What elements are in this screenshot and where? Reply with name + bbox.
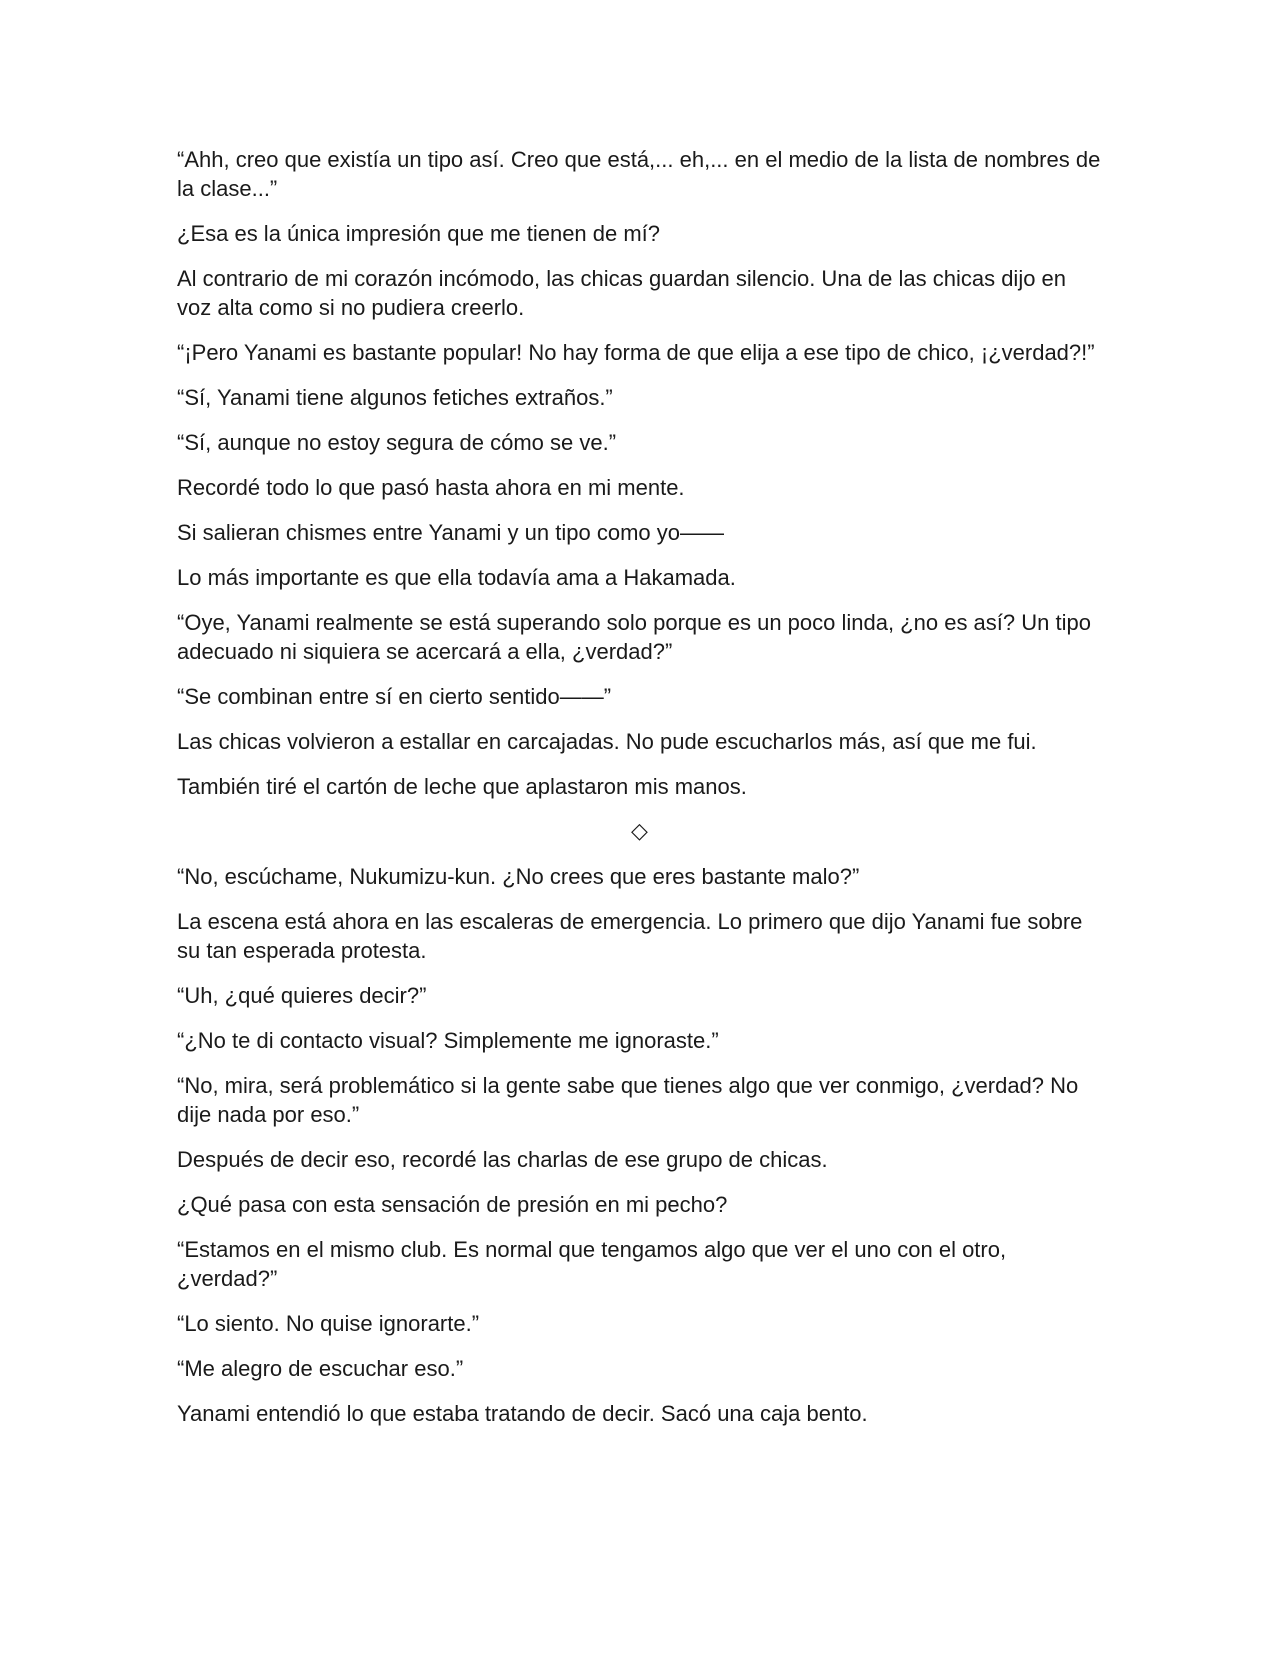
paragraph: La escena está ahora en las escaleras de emergencia. Lo primero que dijo Yanami fue sobre su tan esperada protesta. (177, 909, 1083, 963)
paragraph: Después de decir eso, recordé las charlas de ese grupo de chicas. (177, 1147, 828, 1172)
paragraph: También tiré el cartón de leche que aplastaron mis manos. (177, 774, 747, 799)
paragraph: “Estamos en el mismo club. Es normal que tengamos algo que ver el uno con el otro, ¿verdad?” (177, 1237, 1007, 1291)
paragraph: Lo más importante es que ella todavía ama a Hakamada. (177, 565, 736, 590)
paragraph: Las chicas volvieron a estallar en carcajadas. No pude escucharlos más, así que me fui. (177, 729, 1037, 754)
paragraph: “Uh, ¿qué quieres decir?” (177, 983, 427, 1008)
paragraph: “Oye, Yanami realmente se está superando solo porque es un poco linda, ¿no es así? Un tipo adecuado ni siquiera se acercará a ella, ¿verdad?” (177, 610, 1091, 664)
paragraph: “Sí, aunque no estoy segura de cómo se ve.” (177, 430, 617, 455)
paragraph: “Ahh, creo que existía un tipo así. Creo que está,... eh,... en el medio de la lista de nombres de la clase...” (177, 147, 1101, 201)
paragraph: Recordé todo lo que pasó hasta ahora en mi mente. (177, 475, 685, 500)
paragraph: Si salieran chismes entre Yanami y un tipo como yo—— (177, 520, 724, 545)
paragraph: “No, escúchame, Nukumizu-kun. ¿No crees que eres bastante malo?” (177, 864, 860, 889)
paragraph: “No, mira, será problemático si la gente sabe que tienes algo que ver conmigo, ¿verdad? No dije nada por eso.” (177, 1073, 1079, 1127)
paragraph: ¿Esa es la única impresión que me tienen de mí? (177, 221, 661, 246)
paragraph: “¿No te di contacto visual? Simplemente me ignoraste.” (177, 1028, 719, 1053)
paragraph: “Lo siento. No quise ignorarte.” (177, 1311, 480, 1336)
paragraph: “Se combinan entre sí en cierto sentido——” (177, 684, 612, 709)
paragraph: ¿Qué pasa con esta sensación de presión en mi pecho? (177, 1192, 728, 1217)
scene-break-diamond-icon: ◇ (631, 819, 648, 844)
paragraph: Al contrario de mi corazón incómodo, las chicas guardan silencio. Una de las chicas dijo en voz alta como si no pudiera creerlo. (177, 266, 1067, 320)
paragraph: Yanami entendió lo que estaba tratando de decir. Sacó una caja bento. (177, 1401, 868, 1426)
paragraph: “Sí, Yanami tiene algunos fetiches extraños.” (177, 385, 613, 410)
paragraph: “¡Pero Yanami es bastante popular! No hay forma de que elija a ese tipo de chico, ¡¿verdad?!” (177, 340, 1095, 365)
paragraph: “Me alegro de escuchar eso.” (177, 1356, 464, 1381)
page-content (177, 145, 1102, 1444)
